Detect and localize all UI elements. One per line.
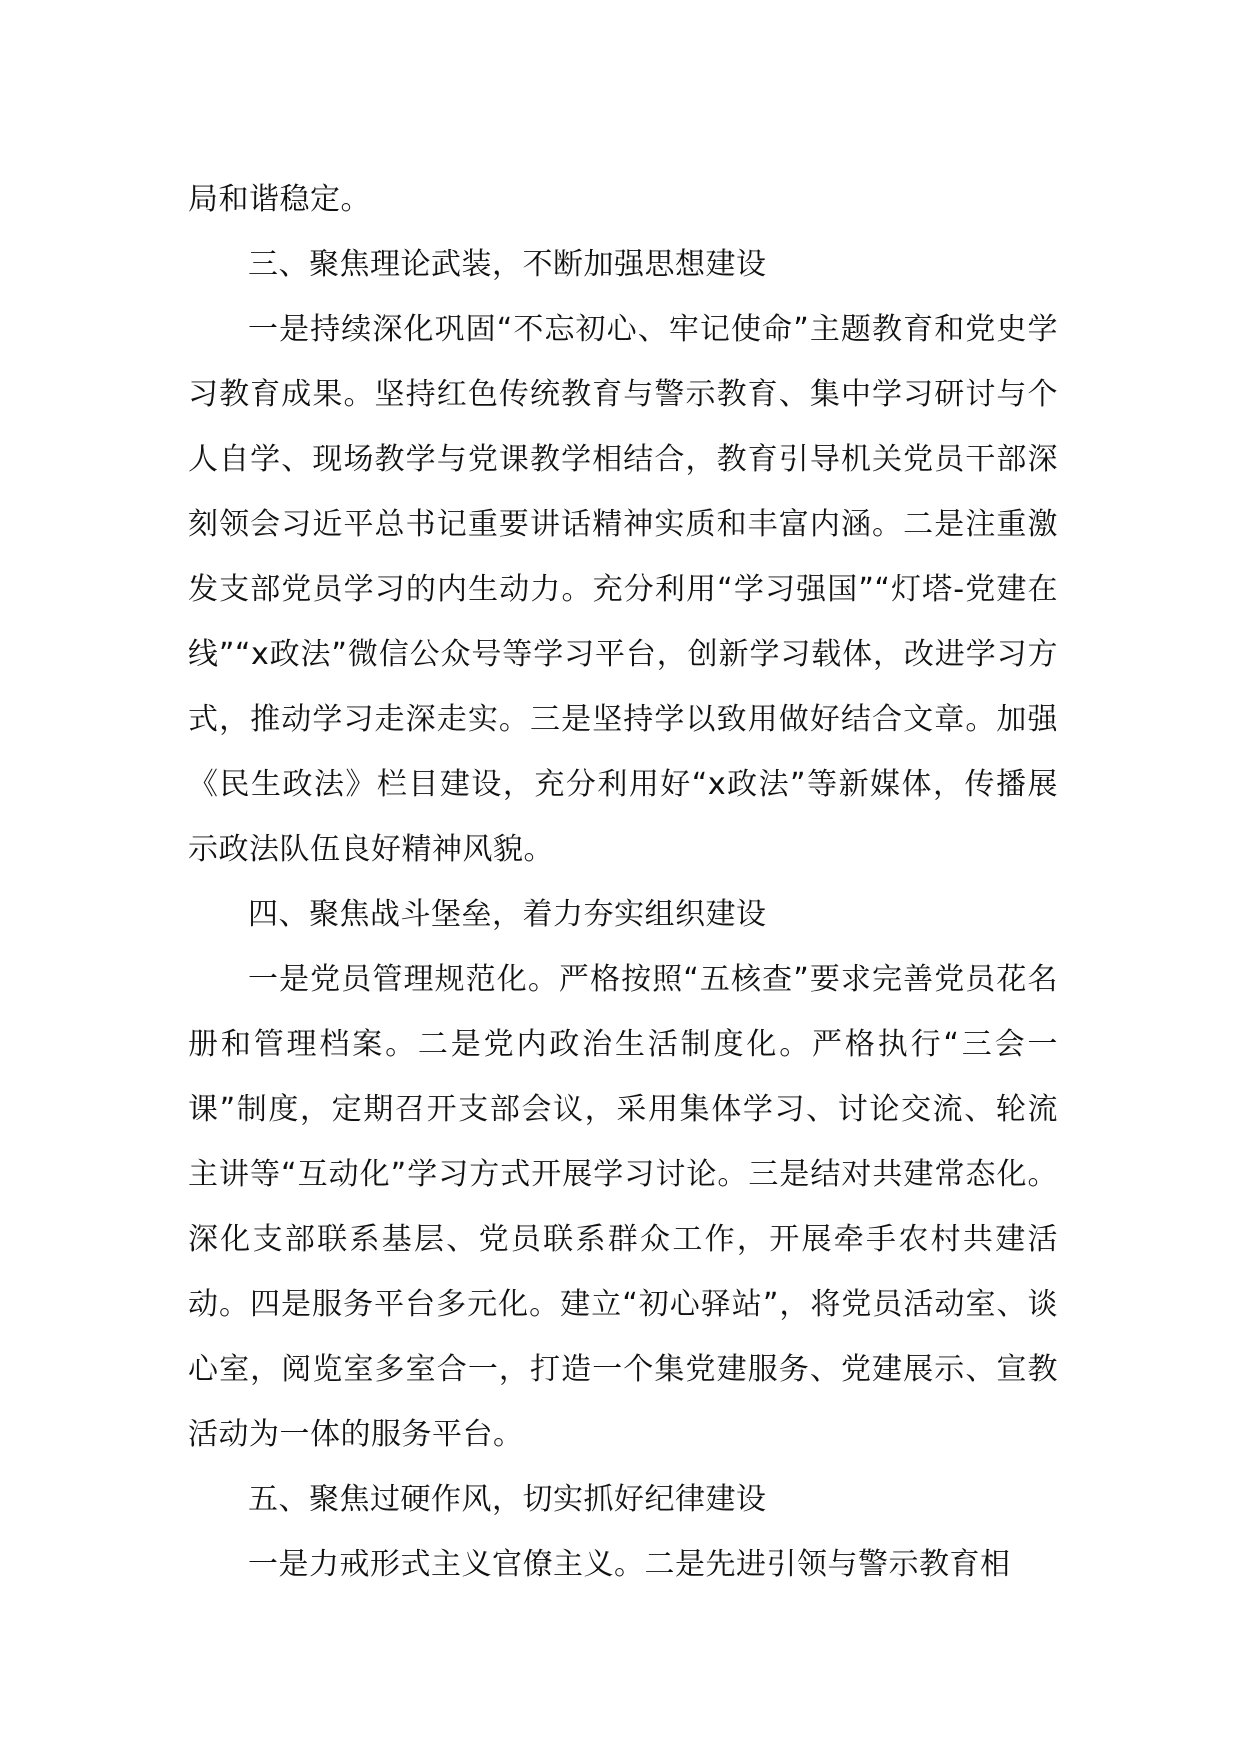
section-heading-five: 五、聚焦过硬作风，切实抓好纪律建设 <box>248 1482 767 1517</box>
document-body <box>188 167 1058 1597</box>
paragraph-organization: 一是党员管理规范化。严格按照“五核查”要求完善党员花名册和管理档案。二是党内政治生活制度化。严格执行“三会一课”制度，定期召开支部会议，采用集体学习、讨论交流、轮流主讲等“互动化”学习方式开展学习讨论。三是结对共建常态化。深化支部联系基层、党员联系群众工作，开展牵手农村共建活动。四是服务平台多元化。建立“初心驿站”，将党员活动室、谈心室，阅览室多室合一，打造一个集党建服务、党建展示、宣教活动为一体的服务平台。 <box>188 962 1058 1452</box>
section-heading-three: 三、聚焦理论武装，不断加强思想建设 <box>248 247 767 282</box>
paragraph-discipline: 一是力戒形式主义官僚主义。二是先进引领与警示教育相 <box>248 1547 1011 1582</box>
paragraph-continuation: 局和谐稳定。 <box>188 182 371 217</box>
section-heading-four: 四、聚焦战斗堡垒，着力夯实组织建设 <box>248 897 767 932</box>
paragraph-theory: 一是持续深化巩固“不忘初心、牢记使命”主题教育和党史学习教育成果。坚持红色传统教育与警示教育、集中学习研讨与个人自学、现场教学与党课教学相结合，教育引导机关党员干部深刻领会习近平总书记重要讲话精神实质和丰富内涵。二是注重激发支部党员学习的内生动力。充分利用“学习强国”“灯塔-党建在线”“x政法”微信公众号等学习平台，创新学习载体，改进学习方式，推动学习走深走实。三是坚持学以致用做好结合文章。加强《民生政法》栏目建设，充分利用好“x政法”等新媒体，传播展示政法队伍良好精神风貌。 <box>188 312 1058 867</box>
